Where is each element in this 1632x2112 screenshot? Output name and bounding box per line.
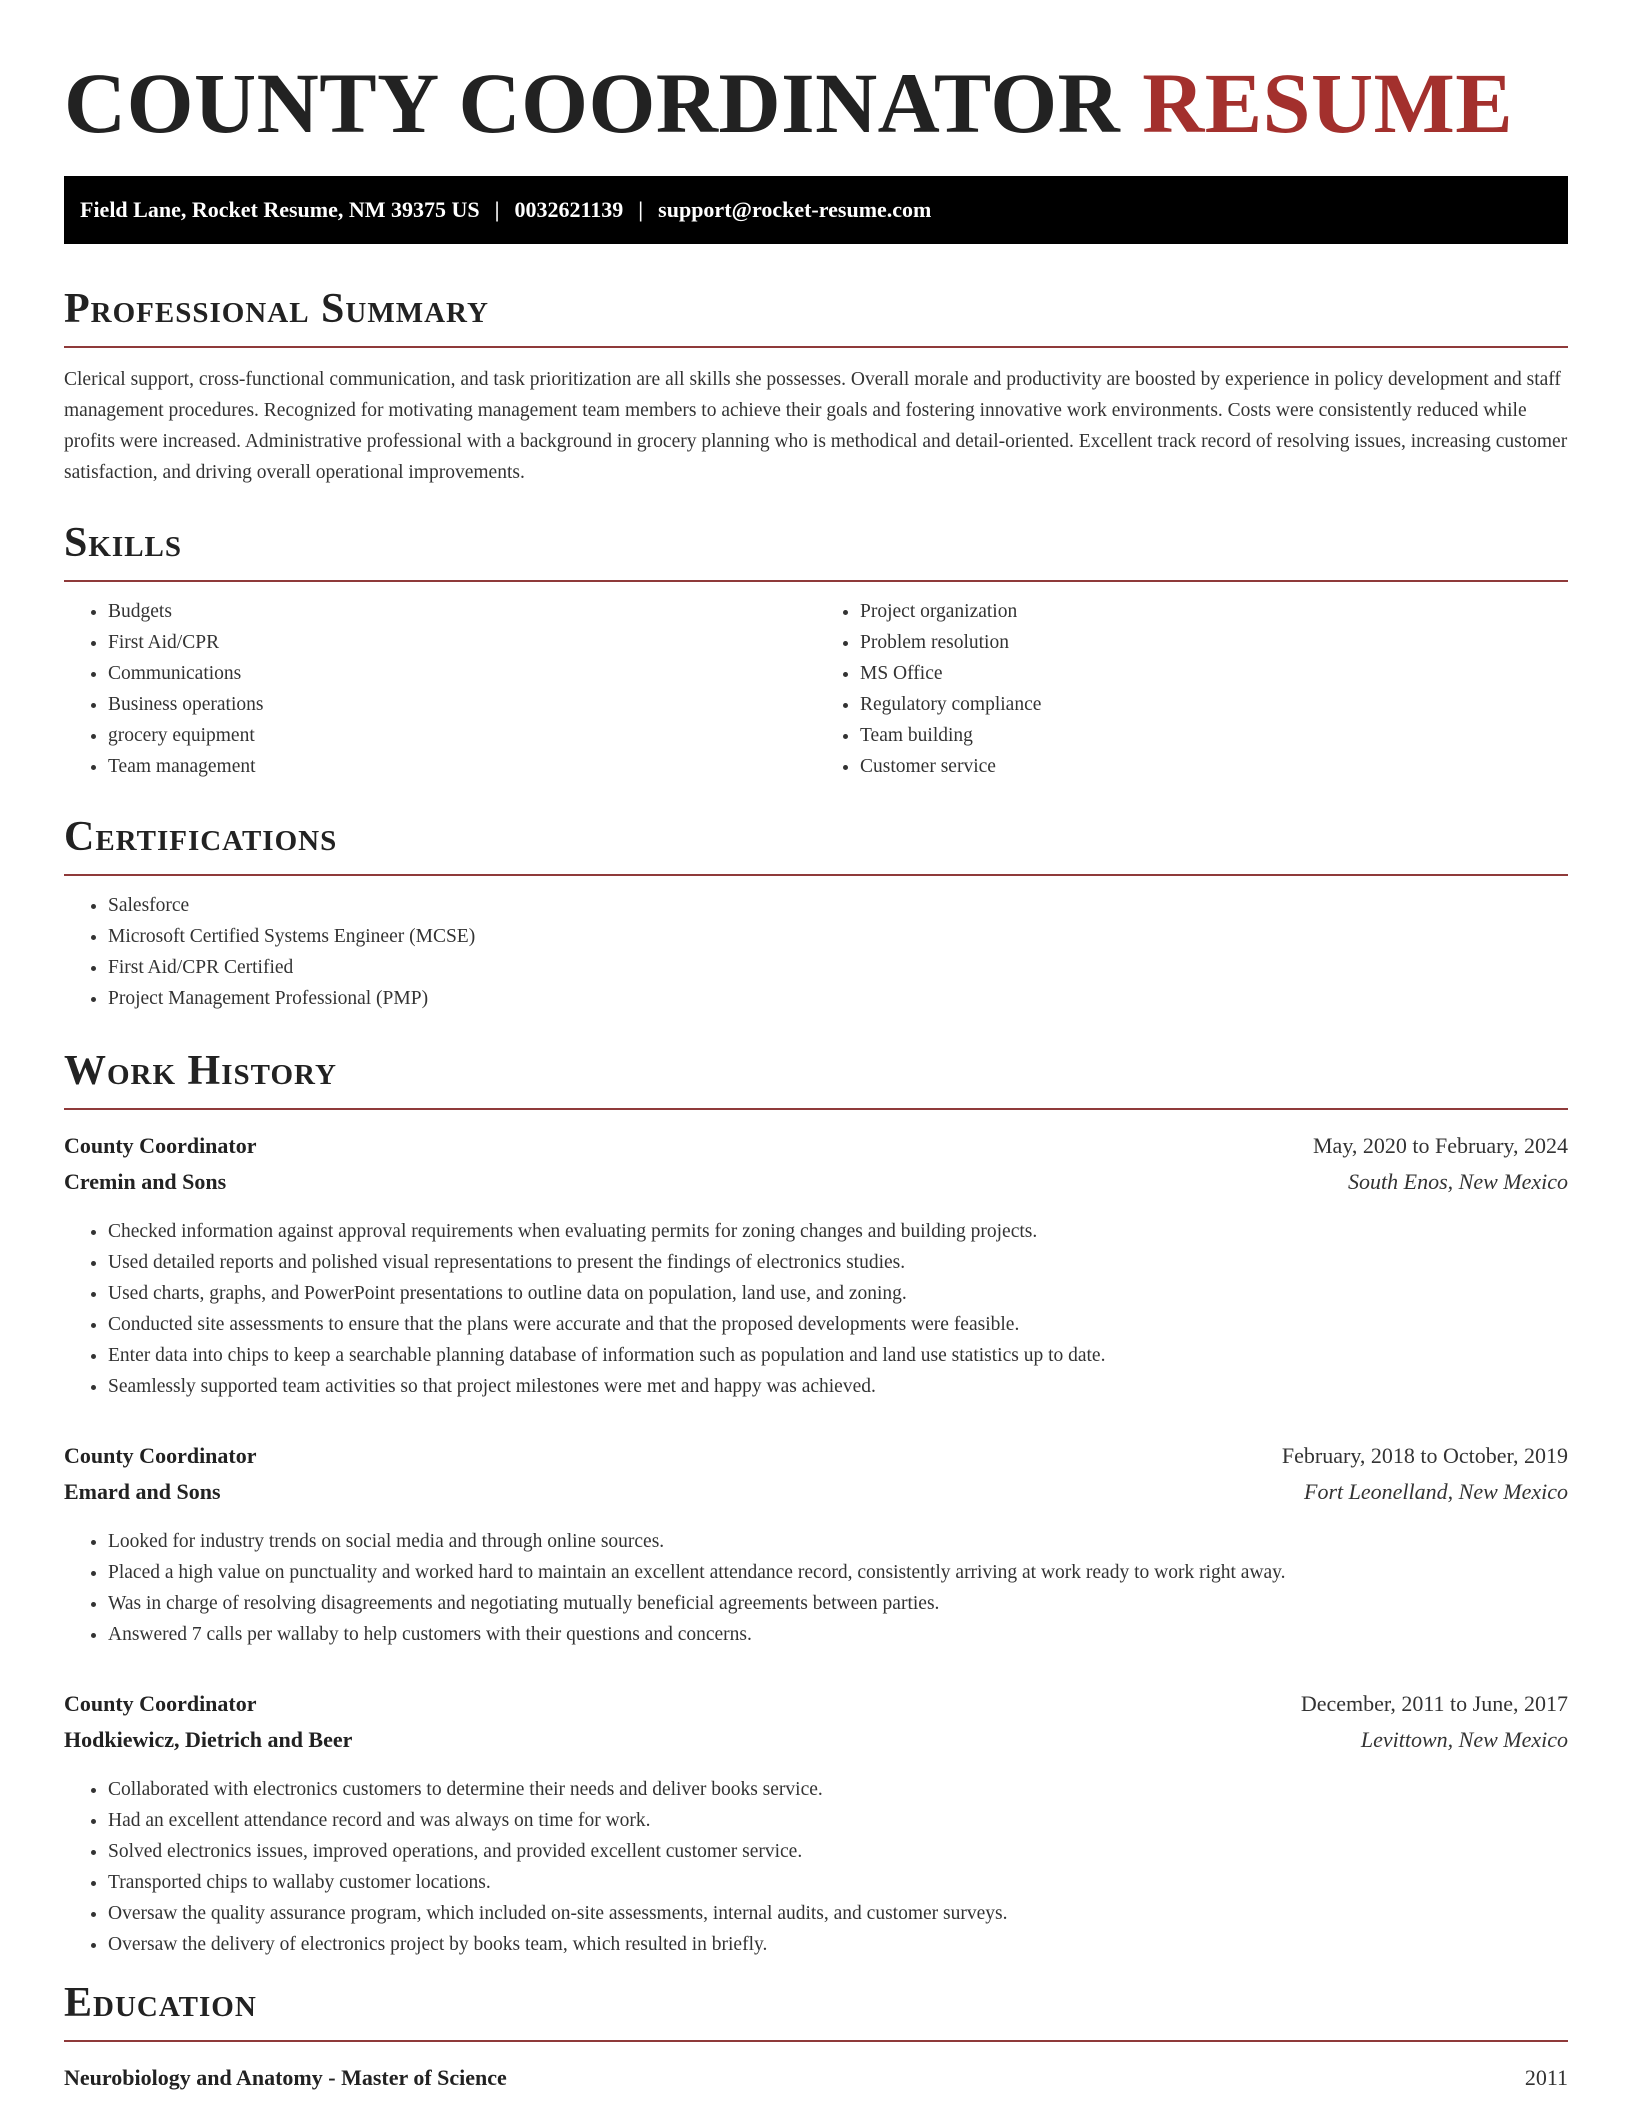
skills-columns: [64, 582, 1568, 782]
certifications-section: [64, 814, 1568, 1014]
job-location: South Enos, New Mexico: [1348, 1169, 1568, 1195]
job-duty: • Oversaw the delivery of electronics project by books team, which resulted in briefly.: [108, 1929, 1568, 1960]
job-header-row: [64, 1686, 1568, 1722]
skill-item: • Business operations: [108, 689, 816, 720]
job-duty: • Used detailed reports and polished visual representations to present the findings of electronics studies.: [108, 1247, 1568, 1278]
skill-item: • Regulatory compliance: [860, 689, 1568, 720]
education-year: 2011: [1524, 2065, 1568, 2091]
job-dates: February, 2018 to October, 2019: [1281, 1443, 1568, 1469]
certification-item: • Microsoft Certified Systems Engineer (MCSE): [108, 921, 1568, 952]
certification-item: • Project Management Professional (PMP): [108, 983, 1568, 1014]
certification-item: • Salesforce: [108, 890, 1568, 921]
education-entry: [64, 2060, 1568, 2096]
education-heading: Education: [64, 1980, 257, 2026]
job-duty: • Transported chips to wallaby customer locations.: [108, 1867, 1568, 1898]
job-duty: • Had an excellent attendance record and was always on time for work.: [108, 1805, 1568, 1836]
certification-item: • First Aid/CPR Certified: [108, 952, 1568, 983]
job-duty: • Conducted site assessments to ensure that the plans were accurate and that the proposed developments were feasible.: [108, 1309, 1568, 1340]
job-location: Fort Leonelland, New Mexico: [1304, 1479, 1568, 1505]
certifications-list: [64, 890, 1568, 1014]
job-duty: • Answered 7 calls per wallaby to help customers with their questions and concerns.: [108, 1619, 1568, 1650]
job-company-row: [64, 1474, 1568, 1510]
job-title: County Coordinator: [64, 1133, 257, 1159]
skill-item: • Project organization: [860, 596, 1568, 627]
summary-heading: Professional Summary: [64, 286, 489, 332]
job-duty: • Checked information against approval requirements when evaluating permits for zoning changes and building projects.: [108, 1216, 1568, 1247]
job-company-row: [64, 1722, 1568, 1758]
skill-item: • MS Office: [860, 658, 1568, 689]
job-header-row: [64, 1438, 1568, 1474]
job-duties-list: [64, 1774, 1568, 1960]
title-main: COUNTY COORDINATOR: [64, 55, 1121, 151]
skill-item: • First Aid/CPR: [108, 627, 816, 658]
job-duty: • Looked for industry trends on social media and through online sources.: [108, 1526, 1568, 1557]
education-header-row: [64, 2060, 1568, 2096]
job-duty: • Oversaw the quality assurance program, which included on-site assessments, internal audits, and customer surveys.: [108, 1898, 1568, 1929]
contact-separator: |: [638, 197, 644, 222]
summary-text: Clerical support, cross-functional communication, and task prioritization are all skills she possesses. Overall morale and productivity are boosted by experience in policy development and staff management procedures. Recognized for motivating management team members to achieve their goals and fostering innovative work environments. Costs were consistently reduced while profits were increased. Administrative professional with a background in grocery planning who is methodical and detail-oriented. Excellent track record of resolving issues, increasing customer satisfaction, and driving overall operational improvements.: [64, 369, 1568, 484]
contact-address: Field Lane, Rocket Resume, NM 39375 US: [80, 197, 480, 222]
job-duty: • Used charts, graphs, and PowerPoint presentations to outline data on population, land use, and zoning.: [108, 1278, 1568, 1309]
job-duty: • Solved electronics issues, improved operations, and provided excellent customer service.: [108, 1836, 1568, 1867]
skills-list-left: [64, 596, 816, 782]
summary-section: [64, 286, 1568, 488]
job-duty: • Seamlessly supported team activities so that project milestones were met and happy was achieved.: [108, 1371, 1568, 1402]
job-entry: [64, 1438, 1568, 1650]
job-company: Cremin and Sons: [64, 1169, 227, 1195]
skills-heading: Skills: [64, 520, 183, 566]
job-entry: [64, 1686, 1568, 1960]
contact-bar: [64, 176, 1568, 244]
work-history-heading: Work History: [64, 1048, 337, 1094]
section-divider: [64, 874, 1568, 876]
job-location: Levittown, New Mexico: [1360, 1727, 1568, 1753]
section-divider: [64, 2040, 1568, 2042]
job-dates: May, 2020 to February, 2024: [1313, 1133, 1568, 1159]
job-dates: December, 2011 to June, 2017: [1300, 1691, 1568, 1717]
skill-item: • Problem resolution: [860, 627, 1568, 658]
skill-item: • grocery equipment: [108, 720, 816, 751]
contact-email[interactable]: support@rocket-resume.com: [658, 197, 932, 222]
skills-list-right: [816, 596, 1568, 782]
education-degree: Neurobiology and Anatomy - Master of Science: [64, 2065, 507, 2091]
job-header-row: [64, 1128, 1568, 1164]
section-divider: [64, 1108, 1568, 1110]
work-history-section: [64, 1048, 1568, 1960]
contact-separator: |: [494, 197, 500, 222]
section-divider: [64, 346, 1568, 348]
job-duties-list: [64, 1216, 1568, 1402]
job-company: Emard and Sons: [64, 1479, 221, 1505]
job-duty: • Placed a high value on punctuality and worked hard to maintain an excellent attendance record, consistently arriving at work ready to work right away.: [108, 1557, 1568, 1588]
title-accent: RESUME: [1142, 55, 1514, 151]
job-duty: • Collaborated with electronics customers to determine their needs and deliver books service.: [108, 1774, 1568, 1805]
job-title: County Coordinator: [64, 1691, 257, 1717]
resume-title: [64, 52, 1513, 155]
job-title: County Coordinator: [64, 1443, 257, 1469]
job-duty: • Enter data into chips to keep a searchable planning database of information such as population and land use statistics up to date.: [108, 1340, 1568, 1371]
skill-item: • Customer service: [860, 751, 1568, 782]
job-company-row: [64, 1164, 1568, 1200]
skill-item: • Budgets: [108, 596, 816, 627]
job-duties-list: [64, 1526, 1568, 1650]
contact-phone[interactable]: 0032621139: [514, 197, 624, 222]
job-duty: • Was in charge of resolving disagreements and negotiating mutually beneficial agreements between parties.: [108, 1588, 1568, 1619]
skill-item: • Team building: [860, 720, 1568, 751]
skill-item: • Communications: [108, 658, 816, 689]
skill-item: • Team management: [108, 751, 816, 782]
job-company: Hodkiewicz, Dietrich and Beer: [64, 1727, 353, 1753]
education-section: [64, 1980, 1568, 2096]
certifications-heading: Certifications: [64, 814, 338, 860]
job-entry: [64, 1128, 1568, 1402]
skills-section: [64, 520, 1568, 782]
